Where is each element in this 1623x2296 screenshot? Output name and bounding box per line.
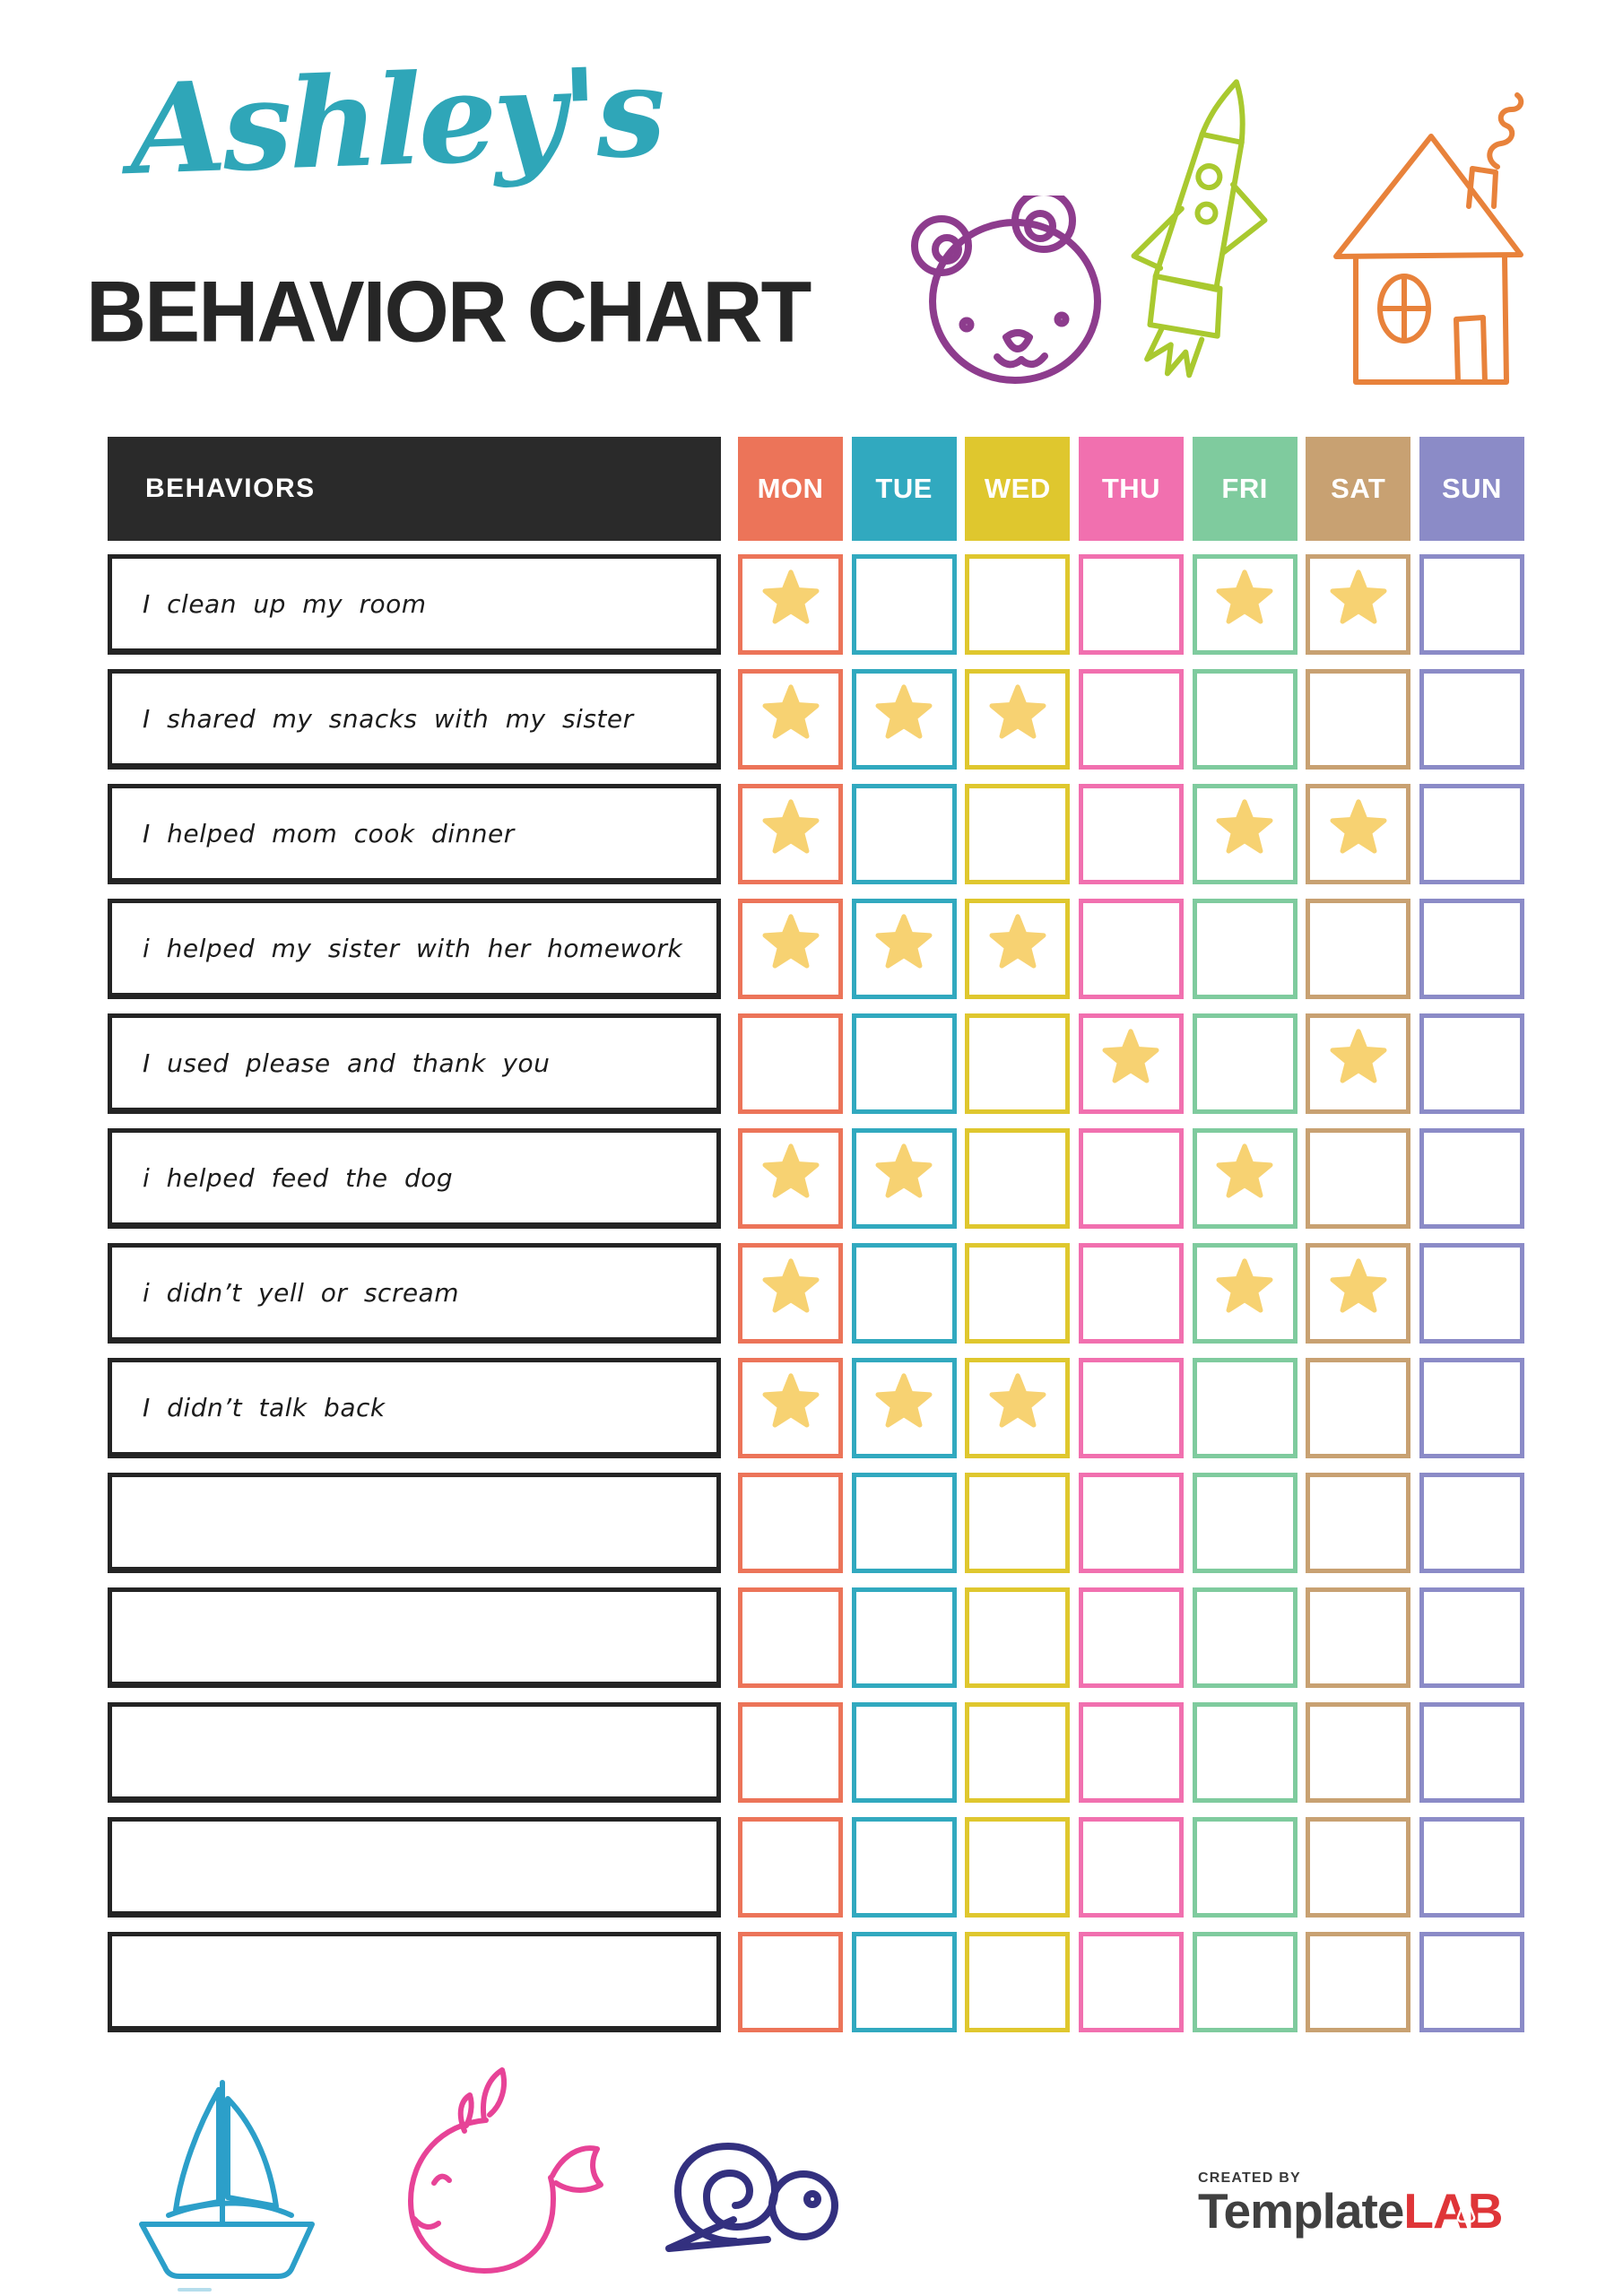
star-icon <box>761 569 820 628</box>
day-cells <box>738 899 1524 999</box>
star-icon <box>1329 798 1388 857</box>
star-icon <box>1215 1143 1274 1202</box>
cell-tue[interactable] <box>852 1817 957 1918</box>
cell-sat[interactable] <box>1306 899 1410 999</box>
day-header-mon: MON <box>738 437 843 541</box>
behavior-label <box>108 899 721 999</box>
cell-sun[interactable] <box>1419 1932 1524 2032</box>
cell-fri[interactable] <box>1193 1128 1298 1229</box>
cell-sat[interactable] <box>1306 1013 1410 1114</box>
star-icon <box>874 1372 933 1431</box>
cell-thu[interactable] <box>1079 784 1184 884</box>
behavior-text: I helped mom cook dinner <box>143 818 515 848</box>
table-row <box>108 784 1524 884</box>
cell-tue[interactable] <box>852 1932 957 2032</box>
cell-fri[interactable] <box>1193 1473 1298 1573</box>
day-header-wed: WED <box>965 437 1070 541</box>
day-cells <box>738 669 1524 770</box>
star-icon <box>761 1143 820 1202</box>
cell-tue[interactable] <box>852 1243 957 1344</box>
cell-sun[interactable] <box>1419 1587 1524 1688</box>
cell-thu[interactable] <box>1079 554 1184 655</box>
star-icon <box>1215 798 1274 857</box>
cell-thu[interactable] <box>1079 1128 1184 1229</box>
cell-mon[interactable] <box>738 1817 843 1918</box>
behavior-label <box>108 1817 721 1918</box>
cell-mon[interactable] <box>738 1702 843 1803</box>
cell-mon[interactable] <box>738 669 843 770</box>
cell-tue[interactable] <box>852 1587 957 1688</box>
cell-tue[interactable] <box>852 554 957 655</box>
table-row <box>108 1932 1524 2032</box>
page-title: BEHAVIOR CHART <box>86 263 811 361</box>
cell-wed[interactable] <box>965 1128 1070 1229</box>
cell-fri[interactable] <box>1193 1243 1298 1344</box>
cell-wed[interactable] <box>965 1702 1070 1803</box>
table-row <box>108 1817 1524 1918</box>
day-header-tue: TUE <box>852 437 957 541</box>
behavior-table <box>108 437 1524 2047</box>
star-icon <box>761 798 820 857</box>
star-icon <box>1329 1257 1388 1317</box>
star-icon <box>1329 569 1388 628</box>
star-icon <box>761 1257 820 1317</box>
cell-mon[interactable] <box>738 1358 843 1458</box>
behavior-label <box>108 1243 721 1344</box>
cell-sun[interactable] <box>1419 554 1524 655</box>
day-cells <box>738 784 1524 884</box>
cell-sun[interactable] <box>1419 1358 1524 1458</box>
table-row <box>108 1587 1524 1688</box>
cell-mon[interactable] <box>738 1013 843 1114</box>
cell-thu[interactable] <box>1079 1932 1184 2032</box>
cell-tue[interactable] <box>852 784 957 884</box>
brand-template: Template <box>1198 2183 1404 2239</box>
day-header-fri: FRI <box>1193 437 1298 541</box>
sailboat-icon <box>124 2072 343 2292</box>
cell-thu[interactable] <box>1079 1243 1184 1344</box>
behavior-text: i helped feed the dog <box>143 1162 454 1193</box>
table-row <box>108 1243 1524 1344</box>
flask-icon <box>1455 2191 1477 2223</box>
table-row <box>108 899 1524 999</box>
day-cells <box>738 1932 1524 2032</box>
behavior-label <box>108 554 721 655</box>
cell-wed[interactable] <box>965 1473 1070 1573</box>
cell-sat[interactable] <box>1306 554 1410 655</box>
star-icon <box>1215 569 1274 628</box>
cell-sat[interactable] <box>1306 669 1410 770</box>
behavior-text: I clean up my room <box>143 588 427 619</box>
house-icon <box>1324 90 1539 395</box>
table-row <box>108 1128 1524 1229</box>
star-icon <box>874 913 933 972</box>
cell-fri[interactable] <box>1193 1817 1298 1918</box>
cell-sat[interactable] <box>1306 1358 1410 1458</box>
day-cells <box>738 1587 1524 1688</box>
rocket-icon <box>1128 74 1307 396</box>
cell-mon[interactable] <box>738 1128 843 1229</box>
table-row <box>108 669 1524 770</box>
cell-wed[interactable] <box>965 899 1070 999</box>
day-cells <box>738 1128 1524 1229</box>
cell-tue[interactable] <box>852 669 957 770</box>
cell-fri[interactable] <box>1193 1587 1298 1688</box>
cell-thu[interactable] <box>1079 1013 1184 1114</box>
behavior-text: I didn’t talk back <box>143 1392 386 1422</box>
cell-sat[interactable] <box>1306 1587 1410 1688</box>
star-icon <box>988 683 1047 743</box>
cell-fri[interactable] <box>1193 784 1298 884</box>
behavior-label <box>108 1128 721 1229</box>
created-by-label: CREATED BY <box>1198 2170 1301 2186</box>
cell-mon[interactable] <box>738 784 843 884</box>
behavior-label <box>108 1013 721 1114</box>
cell-mon[interactable] <box>738 899 843 999</box>
table-row <box>108 1358 1524 1458</box>
behavior-text: i helped my sister with her homework <box>143 933 683 963</box>
day-header-sun: SUN <box>1419 437 1524 541</box>
day-headers <box>738 437 1524 541</box>
cell-tue[interactable] <box>852 1702 957 1803</box>
cell-mon[interactable] <box>738 1473 843 1573</box>
table-row <box>108 1013 1524 1114</box>
cell-sun[interactable] <box>1419 1817 1524 1918</box>
snail-icon <box>626 2112 855 2265</box>
table-row <box>108 1473 1524 1573</box>
behavior-label <box>108 784 721 884</box>
behavior-text: I used please and thank you <box>143 1048 551 1078</box>
cell-wed[interactable] <box>965 1587 1070 1688</box>
cell-tue[interactable] <box>852 1128 957 1229</box>
cell-sun[interactable] <box>1419 1128 1524 1229</box>
cell-tue[interactable] <box>852 1473 957 1573</box>
cell-wed[interactable] <box>965 669 1070 770</box>
cell-fri[interactable] <box>1193 1013 1298 1114</box>
behaviors-header: BEHAVIORS <box>108 437 721 541</box>
cell-tue[interactable] <box>852 1013 957 1114</box>
cell-thu[interactable] <box>1079 899 1184 999</box>
day-header-thu: THU <box>1079 437 1184 541</box>
cell-sun[interactable] <box>1419 669 1524 770</box>
cell-wed[interactable] <box>965 784 1070 884</box>
day-cells <box>738 1702 1524 1803</box>
cell-sat[interactable] <box>1306 784 1410 884</box>
day-cells <box>738 1013 1524 1114</box>
whale-icon <box>377 2054 610 2289</box>
star-icon <box>761 1372 820 1431</box>
cell-sun[interactable] <box>1419 1013 1524 1114</box>
cell-wed[interactable] <box>965 1243 1070 1344</box>
day-cells <box>738 1473 1524 1573</box>
footer-logo <box>1198 2170 1503 2239</box>
cell-wed[interactable] <box>965 1817 1070 1918</box>
cell-sat[interactable] <box>1306 1473 1410 1573</box>
cell-wed[interactable] <box>965 554 1070 655</box>
behavior-label <box>108 1587 721 1688</box>
table-row <box>108 1702 1524 1803</box>
cell-wed[interactable] <box>965 1358 1070 1458</box>
brand-wordmark <box>1198 2183 1503 2239</box>
cell-mon[interactable] <box>738 1243 843 1344</box>
behavior-label <box>108 1702 721 1803</box>
day-cells <box>738 1243 1524 1344</box>
star-icon <box>1101 1028 1160 1087</box>
behavior-label <box>108 669 721 770</box>
page-title-name: Ashley's <box>127 38 665 204</box>
cell-sat[interactable] <box>1306 1702 1410 1803</box>
star-icon <box>1215 1257 1274 1317</box>
day-cells <box>738 1358 1524 1458</box>
bear-icon <box>907 196 1130 386</box>
day-header-sat: SAT <box>1306 437 1410 541</box>
table-body <box>108 554 1524 2032</box>
cell-thu[interactable] <box>1079 1473 1184 1573</box>
behavior-label <box>108 1473 721 1573</box>
star-icon <box>874 1143 933 1202</box>
cell-sun[interactable] <box>1419 1243 1524 1344</box>
cell-mon[interactable] <box>738 1932 843 2032</box>
cell-sun[interactable] <box>1419 784 1524 884</box>
cell-fri[interactable] <box>1193 1702 1298 1803</box>
cell-thu[interactable] <box>1079 669 1184 770</box>
cell-thu[interactable] <box>1079 1358 1184 1458</box>
star-icon <box>874 683 933 743</box>
behavior-text: I shared my snacks with my sister <box>143 703 634 734</box>
day-cells <box>738 1817 1524 1918</box>
brand-lab: LAB <box>1403 2183 1503 2239</box>
star-icon <box>988 1372 1047 1431</box>
behavior-text: i didn’t yell or scream <box>143 1277 459 1308</box>
cell-sun[interactable] <box>1419 899 1524 999</box>
table-header-row <box>108 437 1524 541</box>
cell-thu[interactable] <box>1079 1587 1184 1688</box>
cell-sun[interactable] <box>1419 1702 1524 1803</box>
cell-mon[interactable] <box>738 1587 843 1688</box>
star-icon <box>1329 1028 1388 1087</box>
cell-sat[interactable] <box>1306 1243 1410 1344</box>
cell-thu[interactable] <box>1079 1702 1184 1803</box>
cell-fri[interactable] <box>1193 1358 1298 1458</box>
cell-wed[interactable] <box>965 1013 1070 1114</box>
day-cells <box>738 554 1524 655</box>
star-icon <box>761 683 820 743</box>
cell-fri[interactable] <box>1193 1932 1298 2032</box>
cell-sat[interactable] <box>1306 1128 1410 1229</box>
cell-sat[interactable] <box>1306 1932 1410 2032</box>
behavior-label <box>108 1358 721 1458</box>
cell-fri[interactable] <box>1193 669 1298 770</box>
cell-sun[interactable] <box>1419 1473 1524 1573</box>
table-row <box>108 554 1524 655</box>
cell-tue[interactable] <box>852 1358 957 1458</box>
cell-fri[interactable] <box>1193 899 1298 999</box>
cell-sat[interactable] <box>1306 1817 1410 1918</box>
cell-tue[interactable] <box>852 899 957 999</box>
cell-thu[interactable] <box>1079 1817 1184 1918</box>
cell-mon[interactable] <box>738 554 843 655</box>
behavior-label <box>108 1932 721 2032</box>
star-icon <box>761 913 820 972</box>
star-icon <box>988 913 1047 972</box>
cell-wed[interactable] <box>965 1932 1070 2032</box>
cell-fri[interactable] <box>1193 554 1298 655</box>
